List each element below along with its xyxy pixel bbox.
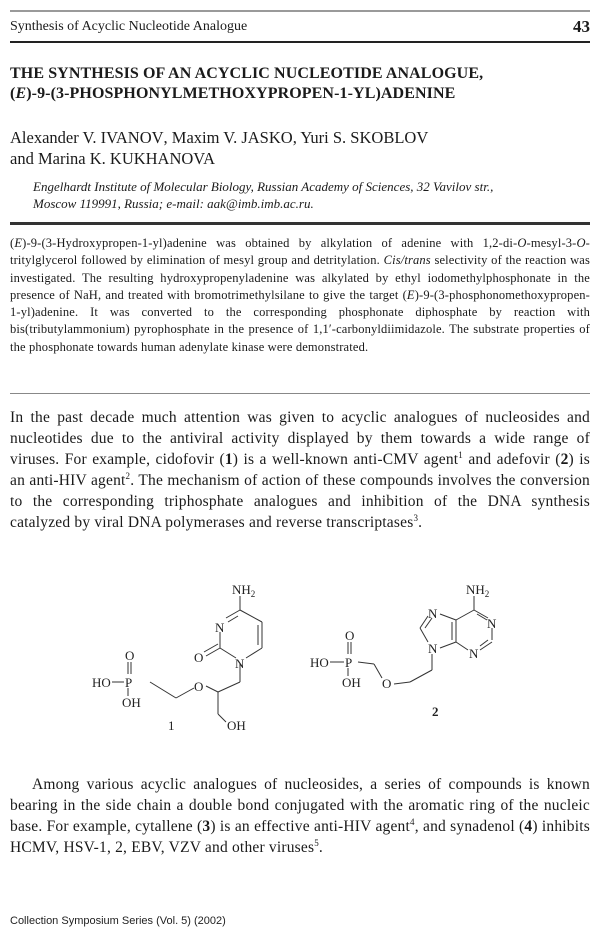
- title-e: E: [15, 85, 27, 102]
- affiliation: [33, 178, 493, 212]
- atom-o-phosphoryl: O: [345, 628, 355, 643]
- citation[interactable]: 3: [413, 513, 419, 523]
- compound-ref: 4: [524, 818, 533, 835]
- atom-ho: HO: [310, 655, 329, 670]
- compound-1-label: 1: [168, 718, 175, 733]
- atom-nh2: $NH_2$: [466, 582, 490, 599]
- citation[interactable]: 2: [125, 471, 131, 481]
- atom-p: P: [125, 675, 133, 690]
- header-rule: [10, 41, 590, 43]
- atom-n3: N: [469, 646, 479, 661]
- compound-ref: 2: [560, 451, 569, 468]
- title-rest: )-9-(3-PHOSPHONYLMETHOXYPROPEN-1-YL)ADENINE: [26, 85, 456, 102]
- atom-ho: HO: [92, 675, 111, 690]
- page-footer: Collection Symposium Series (Vol. 5) (2002): [10, 915, 226, 927]
- title-line-2: [10, 84, 483, 104]
- author-list: [10, 127, 428, 169]
- abstract-top-rule: [10, 222, 590, 225]
- chemical-structures-figure: [0, 570, 600, 770]
- running-head: Synthesis of Acyclic Nucleotide Analogue: [10, 19, 248, 34]
- body-paragraph-2: Among various acyclic analogues of nucleosides, a series of compounds is known bearing in the side chain a double bond conjugated with the aromatic ring of the nucleic base. For example, cytallene (3) is an effective anti-HIV agent$^4$, and synadenol (4) inhibits HCMV, HSV-1, 2, EBV, VZV and other viruses$^5$.: [10, 776, 591, 856]
- atom-p: P: [345, 655, 353, 670]
- atom-n3: N: [215, 620, 225, 635]
- atom-oh: OH: [342, 675, 361, 690]
- authors-line-1: [10, 127, 428, 148]
- compound-ref: 1: [224, 451, 233, 468]
- atom-o-carbonyl: O: [194, 650, 204, 665]
- top-rule: [10, 10, 590, 12]
- compound-ref: 3: [202, 818, 211, 835]
- title-paren: (: [10, 85, 16, 102]
- atom-n1: N: [487, 616, 497, 631]
- atom-o-ether: O: [382, 676, 392, 691]
- affiliation-line-1: Engelhardt Institute of Molecular Biology, Russian Academy of Sciences, 32 Vavilov str.,: [33, 179, 494, 194]
- atom-nh2: $NH_2$: [232, 582, 256, 599]
- atom-oh: OH: [122, 695, 141, 710]
- atom-o-phosphoryl: O: [125, 648, 135, 663]
- compound-2-label: 2: [432, 704, 439, 719]
- citation[interactable]: 1: [458, 450, 463, 460]
- authors-line-2: [10, 148, 428, 169]
- atom-n7: N: [428, 606, 438, 621]
- atom-n9: N: [428, 641, 438, 656]
- author: Alexander V. IVANOV,: [10, 128, 172, 147]
- citation[interactable]: 4: [410, 817, 415, 827]
- article-title: [10, 64, 483, 104]
- citation[interactable]: 5: [314, 838, 319, 848]
- atom-oh-terminal: OH: [227, 718, 246, 733]
- body-paragraph-1: In the past decade much attention was given to acyclic analogues of nucleosides and nucleotides due to the antiviral activity displayed by them towards a wide range of viruses. For example, cidofovir (1) is a well-known anti-CMV agent$^1$ and adefovir (2) is an anti-HIV agent$^2$. The mechanism of action of these compounds involves the conversion to the corresponding triphosphate analogues and inhibition of the DNA synthesis catalyzed by viral DNA polymerases and reverse transcriptases$^3$.: [10, 409, 590, 531]
- abstract: (E)-9-(3-Hydroxypropen-1-yl)adenine was obtained by alkylation of adenine with 1,2-di-O-mesyl-3-O-tritylglycerol followed by elimination of mesyl group and detritylation. Cis/trans selectivity of the reaction was investigated. The resulting hydroxypropenyladenine was alkylated by ethyl iodomethylphosphonate in the presence of NaH, and treated with bromotrimethylsilane to give the target (E)-9-(3-phosphonomethoxypropen-1-yl)adenine. It was converted to the corresponding phosphonate diphosphate by reaction with bis(tributylammonium) pyrophosphate in the presence of 1,1′-carbonyldiimidazole. The substrate properties of the phosphonate towards human adenylate kinase were demonstrated.: [10, 236, 590, 354]
- affiliation-line-2: Moscow 119991, Russia; e-mail: aak@imb.imb.ac.ru.: [33, 196, 314, 211]
- atom-o-ether: O: [194, 679, 204, 694]
- title-line-1: THE SYNTHESIS OF AN ACYCLIC NUCLEOTIDE ANALOGUE,: [10, 65, 484, 82]
- author: and Marina K. KUKHANOVA: [10, 149, 216, 168]
- atom-n1: N: [235, 656, 245, 671]
- author: Yuri S. SKOBLOV: [300, 128, 429, 147]
- page-number: 43: [573, 17, 590, 36]
- author: Maxim V. JASKO,: [171, 128, 301, 147]
- abstract-bottom-rule: [10, 393, 590, 394]
